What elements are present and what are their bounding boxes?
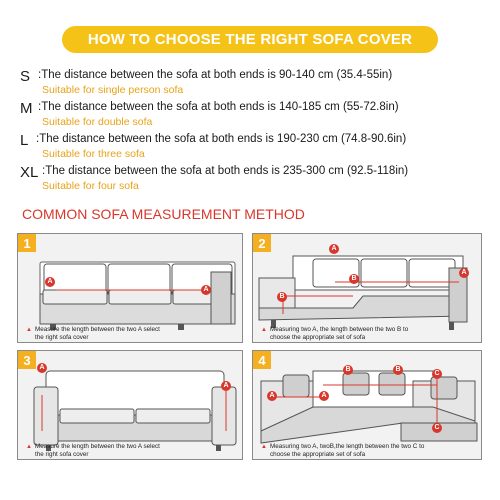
measurement-panel-4 — [252, 350, 482, 460]
panel-number: 2 — [253, 234, 271, 252]
measure-marker-b-left: B — [343, 365, 353, 375]
warning-triangle-icon: ▲ — [26, 444, 32, 450]
size-code: M — [20, 100, 33, 117]
panel-caption-text: Measuring two A, twoB,the length between the two C to choose the appropriate set of sofa — [269, 443, 425, 458]
measurement-panel-3 — [17, 350, 243, 460]
size-suitability: Suitable for double sofa — [42, 116, 153, 128]
panel-caption — [26, 443, 226, 459]
panel-caption-text: Measure the length between the two A select the right sofa cover — [34, 326, 160, 341]
warning-triangle-icon: ▲ — [261, 327, 267, 333]
measure-marker-a-left: A — [267, 391, 277, 401]
panel-caption — [26, 326, 226, 342]
size-description: :The distance between the sofa at both ends is 235-300 cm (92.5-118in) — [42, 165, 409, 177]
panel-caption — [261, 326, 461, 342]
measure-marker-a-right: A — [201, 285, 211, 295]
measure-marker-a-left: A — [329, 244, 339, 254]
measure-marker-a-right: A — [319, 391, 329, 401]
measure-marker-c-bottom: C — [432, 423, 442, 433]
banner-title: HOW TO CHOOSE THE RIGHT SOFA COVER — [87, 31, 413, 48]
measure-marker-b-right: B — [393, 365, 403, 375]
measure-marker-a-right: A — [459, 268, 469, 278]
panel-number: 1 — [18, 234, 36, 252]
panel-caption — [261, 443, 461, 459]
size-code: S — [20, 68, 31, 85]
panel-number: 4 — [253, 351, 271, 369]
size-code: L — [20, 132, 29, 149]
method-title: COMMON SOFA MEASUREMENT METHOD — [22, 206, 305, 222]
size-description: :The distance between the sofa at both ends is 190-230 cm (74.8-90.6in) — [36, 133, 407, 145]
size-suitability: Suitable for four sofa — [42, 180, 139, 192]
panel-caption-text: Measure the length between the two A select the right sofa cover — [34, 443, 160, 458]
warning-triangle-icon: ▲ — [26, 327, 32, 333]
measure-marker-b-left: B — [277, 292, 287, 302]
measure-marker-a-left: A — [37, 363, 47, 373]
measure-marker-a-right: A — [221, 381, 231, 391]
size-code: XL — [20, 164, 39, 181]
size-suitability: Suitable for three sofa — [42, 148, 145, 160]
measure-marker-c-top: C — [432, 369, 442, 379]
size-description: :The distance between the sofa at both ends is 90-140 cm (35.4-55in) — [38, 69, 393, 81]
measurement-panel-1 — [17, 233, 243, 343]
panel-caption-text: Measuring two A, the length between the two B to choose the appropriate set of sofa — [269, 326, 409, 341]
size-suitability: Suitable for single person sofa — [42, 84, 184, 96]
size-description: :The distance between the sofa at both ends is 140-185 cm (55-72.8in) — [38, 101, 399, 113]
measure-marker-a-left: A — [45, 277, 55, 287]
measurement-panel-2 — [252, 233, 482, 343]
header-banner — [62, 26, 438, 53]
warning-triangle-icon: ▲ — [261, 444, 267, 450]
panel-number: 3 — [18, 351, 36, 369]
measure-marker-b-right: B — [349, 274, 359, 284]
